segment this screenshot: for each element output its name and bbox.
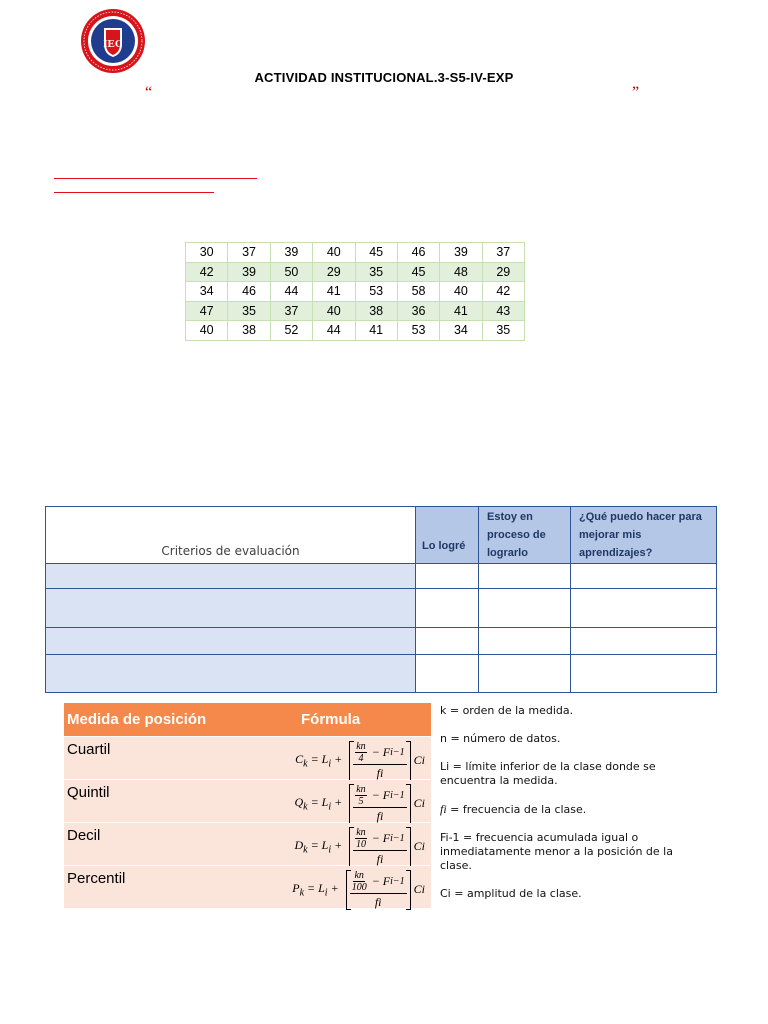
formula [295, 741, 425, 781]
formula-bracket: kn 4 − F i−1 fi [349, 741, 410, 781]
table-cell: 45 [355, 243, 397, 263]
formula-bracket: kn 5 − F i−1 fi [349, 784, 410, 824]
note-n: n = número de datos. [440, 732, 561, 745]
open-quote: “ [145, 84, 153, 101]
table-cell: 42 [482, 282, 524, 302]
table-cell: 43 [482, 301, 524, 321]
red-underline-1 [54, 178, 257, 179]
measure-name: Cuartil [64, 736, 229, 779]
criteria-row-4[interactable] [46, 655, 416, 693]
check-cell[interactable] [416, 589, 479, 628]
formula-lhs: $Q_k = L_i$ + [294, 794, 343, 813]
table-cell: 34 [186, 282, 228, 302]
table-cell: 47 [186, 301, 228, 321]
measure-name: Decil [64, 822, 229, 865]
position-row [64, 865, 431, 908]
formula-cell [229, 865, 431, 908]
measure-name: Percentil [64, 865, 229, 908]
data-table [185, 242, 525, 341]
formula-bracket: kn 100 − F i−1 fi [346, 870, 411, 910]
col-en-proceso: Estoy en proceso de lograrlo [479, 507, 571, 564]
formula-lhs: $D_k = L_i$ + [294, 837, 343, 856]
table-cell: 40 [313, 243, 355, 263]
note-ci: Ci = amplitud de la clase. [440, 887, 582, 900]
check-cell[interactable] [416, 655, 479, 693]
formula-bracket: kn 10 − F i−1 fi [349, 827, 410, 867]
table-cell: 46 [397, 243, 439, 263]
note-k: k = orden de la medida. [440, 704, 574, 717]
formula-lhs: $C_k = L_i$ + [295, 751, 343, 770]
header-medida: Medida de posición [64, 703, 229, 736]
page-title: ACTIVIDAD INSTITUCIONAL.3-S5-IV-EXP [254, 70, 514, 85]
table-cell: 38 [355, 301, 397, 321]
fi-symbol: fi [440, 802, 447, 816]
table-row [186, 282, 525, 302]
formula-ci: Ci [413, 882, 425, 896]
check-cell[interactable] [571, 628, 717, 655]
note-fi1: Fi-1 = frecuencia acumulada igual o inmediatamente menor a la posición de la clase. [440, 831, 673, 872]
formula-ci: Ci [413, 796, 425, 810]
table-cell: 29 [313, 262, 355, 282]
note-fi-text: = frecuencia de la clase. [446, 803, 587, 816]
table-cell: 41 [313, 282, 355, 302]
table-cell: 37 [482, 243, 524, 263]
table-cell: 41 [440, 301, 482, 321]
table-cell: 35 [482, 321, 524, 341]
formula-ci: Ci [413, 839, 425, 853]
criteria-row-2[interactable] [46, 589, 416, 628]
formula-lhs: $P_k = L_i$ + [292, 880, 339, 899]
check-cell[interactable] [479, 589, 571, 628]
table-cell: 30 [186, 243, 228, 263]
table-cell: 44 [313, 321, 355, 341]
formula-cell [229, 779, 431, 822]
legend-notes [440, 704, 700, 915]
table-cell: 34 [440, 321, 482, 341]
formula-cell [229, 822, 431, 865]
col-lo-logre: Lo logré [416, 507, 479, 564]
table-cell: 53 [355, 282, 397, 302]
table-cell: 37 [270, 301, 312, 321]
table-cell: 58 [397, 282, 439, 302]
col-mejorar: ¿Qué puedo hacer para mejorar mis aprendizajes? [571, 507, 717, 564]
table-cell: 40 [313, 301, 355, 321]
check-cell[interactable] [571, 655, 717, 693]
table-cell: 53 [397, 321, 439, 341]
table-cell: 39 [440, 243, 482, 263]
school-seal-icon [80, 8, 146, 74]
formula-ci: Ci [413, 753, 425, 767]
table-row [186, 321, 525, 341]
table-cell: 46 [228, 282, 270, 302]
table-cell: 50 [270, 262, 312, 282]
position-measures-table [64, 703, 431, 909]
table-cell: 39 [270, 243, 312, 263]
check-cell[interactable] [571, 564, 717, 589]
table-cell: 45 [397, 262, 439, 282]
table-row [186, 243, 525, 263]
red-underline-2 [54, 192, 214, 193]
note-li: Li = límite inferior de la clase donde se encuentra la medida. [440, 760, 656, 787]
table-cell: 41 [355, 321, 397, 341]
header-formula: Fórmula [229, 703, 431, 736]
close-quote: ” [632, 84, 640, 101]
check-cell[interactable] [479, 655, 571, 693]
table-row [186, 301, 525, 321]
table-cell: 38 [228, 321, 270, 341]
formula [294, 784, 425, 824]
table-cell: 42 [186, 262, 228, 282]
evaluation-table [45, 506, 717, 693]
table-cell: 29 [482, 262, 524, 282]
check-cell[interactable] [479, 628, 571, 655]
check-cell[interactable] [571, 589, 717, 628]
svg-text:IEC: IEC [103, 38, 123, 50]
table-cell: 36 [397, 301, 439, 321]
check-cell[interactable] [479, 564, 571, 589]
check-cell[interactable] [416, 628, 479, 655]
table-cell: 40 [440, 282, 482, 302]
table-cell: 39 [228, 262, 270, 282]
formula [292, 870, 425, 910]
formula [294, 827, 425, 867]
table-cell: 35 [228, 301, 270, 321]
position-row [64, 779, 431, 822]
criteria-row-1[interactable] [46, 564, 416, 589]
note-fi [440, 802, 700, 817]
table-cell: 37 [228, 243, 270, 263]
criteria-header: Criterios de evaluación [46, 507, 416, 564]
table-cell: 40 [186, 321, 228, 341]
table-row [186, 262, 525, 282]
table-cell: 44 [270, 282, 312, 302]
table-cell: 35 [355, 262, 397, 282]
position-row [64, 736, 431, 779]
table-cell: 48 [440, 262, 482, 282]
position-row [64, 822, 431, 865]
check-cell[interactable] [416, 564, 479, 589]
formula-cell [229, 736, 431, 779]
criteria-row-3[interactable] [46, 628, 416, 655]
table-cell: 52 [270, 321, 312, 341]
measure-name: Quintil [64, 779, 229, 822]
